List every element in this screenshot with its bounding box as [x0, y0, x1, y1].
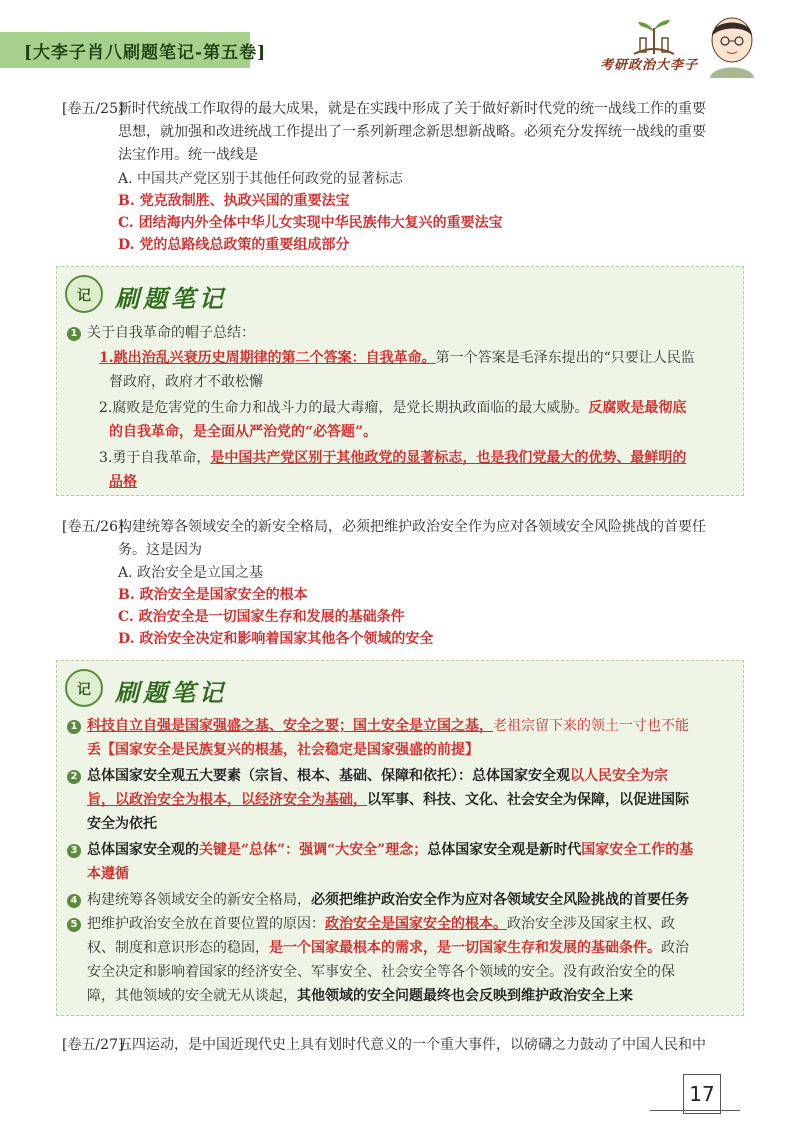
option-c: C. 团结海内外全体中华儿女实现中华民族伟大复兴的重要法宝: [118, 215, 503, 231]
note-item-1: 1 科技自立自强是国家强盛之基、安全之要；国土安全是立国之基，老祖宗留下来的领土一寸也不能: [67, 715, 689, 737]
note-item-2: 2 总体国家安全观五大要素（宗旨、根本、基础、保障和依托）：总体国家安全观以人民安全为宗: [67, 765, 668, 787]
note-line: 3.勇于自我革命，是中国共产党区别于其他政党的显著标志，也是我们党最大的优势、最鲜明的: [99, 450, 687, 466]
question-text: 新时代统战工作取得的最大成果，就是在实践中形成了关于做好新时代党的统一战线工作的重要: [118, 101, 706, 117]
note-line: 品格: [109, 474, 137, 490]
option-d: D. 党的总路线总政策的重要组成部分: [118, 237, 350, 253]
note-item-1: 1 关于自我革命的帽子总结：: [67, 322, 255, 344]
note-title: 刷题笔记: [115, 678, 227, 707]
option-b: B. 党克敌制胜、执政兴国的重要法宝: [118, 193, 350, 209]
note-item-5: 5 把维护政治安全放在首要位置的原因：政治安全是国家安全的根本。政治安全涉及国家主权、政: [67, 913, 675, 935]
question-text: 思想，就加强和改进统战工作提出了一系列新理念新思想新战略。必须充分发挥统一战线的重要: [118, 124, 706, 140]
question-27: [62, 1034, 752, 1057]
bullet-5-icon: 5: [67, 918, 81, 932]
options-25: [118, 168, 503, 256]
note-item-3: 3 总体国家安全观的关键是“总体”：强调“大安全”理念；总体国家安全观是新时代国家安全工作的基: [67, 839, 693, 861]
question-number: [卷五/27]: [62, 1037, 124, 1053]
option-a: A. 政治安全是立国之基: [118, 565, 264, 581]
page-number: 17: [683, 1074, 721, 1114]
note-heading: [63, 667, 263, 711]
note-line: 安全决定和影响着国家的经济安全、军事安全、社会安全等各个领域的安全。没有政治安全的保: [87, 964, 675, 980]
note-line: 旨，以政治安全为根本，以经济安全为基础，以军事、科技、文化、社会安全为保障，以促进国际: [87, 792, 689, 808]
note-line: 1.跳出治乱兴衰历史周期律的第二个答案：自我革命。第一个答案是毛泽东提出的“只要让人民监: [99, 350, 695, 366]
bullet-1-icon: 1: [67, 720, 81, 734]
note-item-4: 4 构建统筹各领域安全的新安全格局，必须把维护政治安全作为应对各领域安全风险挑战的首要任务: [67, 889, 689, 911]
option-d: D. 政治安全决定和影响着国家其他各个领域的安全: [118, 631, 434, 647]
question-text: 构建统筹各领域安全的新安全格局，必须把维护政治安全作为应对各领域安全风险挑战的首要任: [118, 519, 706, 535]
avatar-illustration-icon: [700, 10, 764, 78]
option-c: C. 政治安全是一切国家生存和发展的基础条件: [118, 609, 405, 625]
note-line: 2.腐败是危害党的生命力和战斗力的最大毒瘤，是党长期执政面临的最大威胁。反腐败是最彻底: [99, 400, 687, 416]
note-title: 刷题笔记: [115, 284, 227, 313]
note-box-2: [56, 660, 744, 1016]
note-box-1: [56, 266, 744, 496]
question-25: [62, 98, 752, 167]
note-line: 丢【国家安全是民族复兴的根基，社会稳定是国家强盛的前提】: [87, 742, 479, 758]
note-badge-icon: 记: [65, 669, 103, 707]
question-text: 五四运动，是中国近现代史上具有划时代意义的一个重大事件，以磅礴之力鼓动了中国人民和中: [118, 1037, 706, 1053]
question-number: [卷五/26]: [62, 519, 124, 535]
bullet-1-icon: 1: [67, 327, 81, 341]
brand-name: 考研政治大李子: [600, 58, 699, 73]
options-26: [118, 562, 433, 650]
note-heading: [63, 273, 263, 317]
question-26: [62, 516, 752, 562]
bullet-4-icon: 4: [67, 894, 81, 908]
question-text: 务。这是因为: [118, 542, 202, 558]
note-line: 督政府，政府才不敢松懈: [109, 374, 263, 390]
note-line: 本遵循: [87, 866, 129, 882]
note-line: 安全为依托: [87, 816, 157, 832]
note-line: 权、制度和意识形态的稳固，是一个国家最根本的需求，是一切国家生存和发展的基础条件。政治: [87, 940, 689, 956]
note-line: 障，其他领域的安全就无从谈起，其他领域的安全问题最终也会反映到维护政治安全上来: [87, 988, 633, 1004]
question-text: 法宝作用。统一战线是: [118, 147, 258, 163]
note-line: 的自我革命，是全面从严治党的“必答题”。: [109, 424, 378, 440]
option-b: B. 政治安全是国家安全的根本: [118, 587, 308, 603]
bullet-2-icon: 2: [67, 770, 81, 784]
note-badge-icon: 记: [65, 275, 103, 313]
header-title: [大李子肖八刷题笔记-第五卷]: [24, 42, 267, 63]
bullet-3-icon: 3: [67, 844, 81, 858]
page-rule: [650, 1110, 740, 1111]
option-a: A. 中国共产党区别于其他任何政党的显著标志: [118, 171, 404, 187]
question-number: [卷五/25]: [62, 101, 124, 117]
